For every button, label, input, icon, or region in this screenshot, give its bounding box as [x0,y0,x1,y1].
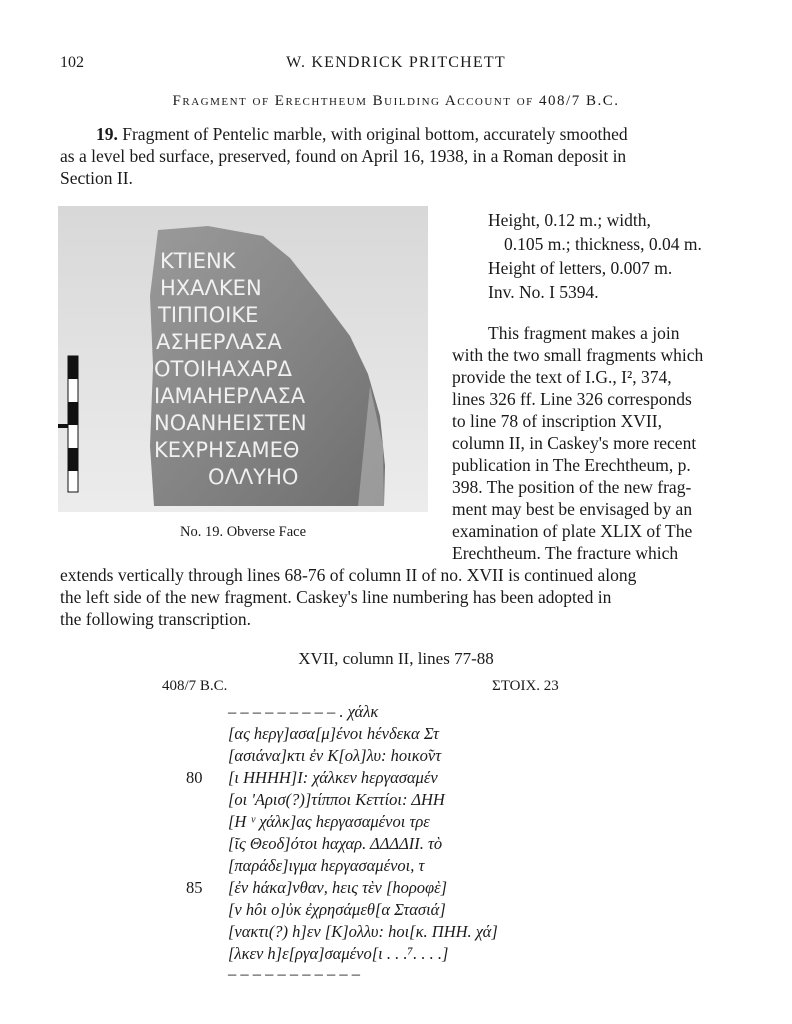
discussion-line: to line 78 of inscription XVII, [452,411,662,431]
spec-inventory: Inv. No. I 5394. [488,282,599,302]
stone-line: ΑΣΗΕΡΛΑΣΑ [156,330,282,354]
stoichedon-count: ΣΤΟΙΧ. 23 [492,678,559,694]
discussion-line: examination of plate XLIX of The [452,521,693,541]
discussion-line: 398. The position of the new frag- [452,477,692,497]
section-title: Fragment of Erechtheum Building Account of 408/7 B.C. [172,93,620,109]
transcription-line: [λκεν h]ε[ργα]σαμένο[ι . . .⁷. . . .] [228,944,449,963]
running-head: W. KENDRICK PRITCHETT [286,54,506,71]
stone-line: ΚΤΙΕΝΚ [160,249,236,273]
fragment-photograph [58,206,428,512]
transcription-heading: XVII, column II, lines 77-88 [298,649,494,668]
discussion-right-column [452,322,732,564]
spec-letter-height: Height of letters, 0.007 m. [488,258,673,278]
intro-paragraph [60,123,732,189]
entry-number: 19. [96,124,118,144]
line-number: 80 [186,768,203,787]
discussion-line: publication in The Erechtheum, p. [452,455,691,475]
spec-height-width: Height, 0.12 m.; width, [488,210,651,230]
transcription-line: [ῖς Θεοδ]ότοι hαχαρ. ΔΔΔΔΙΙ. τὸ [228,834,443,853]
transcription-line: – – – – – – – – – – – [228,964,360,983]
discussion-line: provide the text of I.G., I², 374, [452,367,672,387]
transcription-date: 408/7 B.C. [162,678,228,694]
discussion-line: ment may best be envisaged by an [452,499,693,519]
discussion-line: the following transcription. [60,609,252,629]
discussion-line: column II, in Caskey's more recent [452,433,697,453]
transcription-line: [ας hεργ]ασα[μ]ένοι hένδεκα Στ [228,724,439,743]
transcription-line: [ασιάνα]κτι ἐν Κ[ολ]λυ: hοικο̃ντ [228,746,442,765]
page-number: 102 [60,54,84,71]
transcription-line: [ι ΗΗΗΗ]Ι: χάλκεν hεργασαμέν [228,768,438,787]
intro-line-2: as a level bed surface, preserved, found on April 16, 1938, in a Roman deposit in [60,146,627,166]
spec-width-thickness: 0.105 m.; thickness, 0.04 m. [504,234,702,254]
fragment-photo-svg [58,206,428,512]
discussion-line: Erechtheum. The fracture which [452,543,679,563]
transcription-line: – – – – – – – – – . χάλκ [228,702,379,721]
transcription-line: [ν hôι ο]ὐκ ἐχρησάμεθ[α Στασιά] [228,900,446,919]
discussion-line: This fragment makes a join [488,323,680,343]
stone-line: ΗΧΑΛΚΕΝ [160,276,262,300]
stone-line: ΝΟΑΝΗΕΙΣΤΕΝ [154,411,307,435]
stone-line: ΟΛΛΥΗΟ [208,465,299,489]
stone-line: ΚΕΧΡΗΣΑΜΕΘ [154,438,300,462]
transcription-line: [παράδε]ιγμα hεργασαμένοι, τ [228,856,425,875]
transcription-line: [οι 'Αρισ(?)]τίπποι Κεττίοι: ΔΗΗ [228,790,445,809]
stone-line: ΙΑΜΑΗΕΡΛΑΣΑ [154,384,306,408]
discussion-line: with the two small fragments which [452,345,704,365]
intro-line-3: Section II. [60,168,133,188]
transcription-line: [ἐν hάκα]νθαν, hεις τὲν [hοροφὲ] [228,878,448,897]
discussion-line: lines 326 ff. Line 326 corresponds [452,389,692,409]
line-number: 85 [186,878,203,897]
discussion-line: the left side of the new fragment. Caskey's line numbering has been adopted in [60,587,612,607]
stone-line: ΤΙΠΠΟΙΚΕ [158,303,259,327]
intro-line-1: Fragment of Pentelic marble, with original bottom, accurately smoothed [122,124,628,144]
discussion-line: extends vertically through lines 68-76 of column II of no. XVII is continued along [60,565,637,585]
figure-caption: No. 19. Obverse Face [179,524,307,540]
stone-line: ΟΤΟΙΗΑΧΑΡΔ [154,357,293,381]
transcription-line: [νακτι(?) h]εν [Κ]ολλυ: hοι[κ. ΠΗΗ. χά] [228,922,498,941]
discussion-full-width [60,564,732,630]
transcription-line: [Η ᵛ χάλκ]ας hεργασαμένοι τρε [228,812,430,831]
